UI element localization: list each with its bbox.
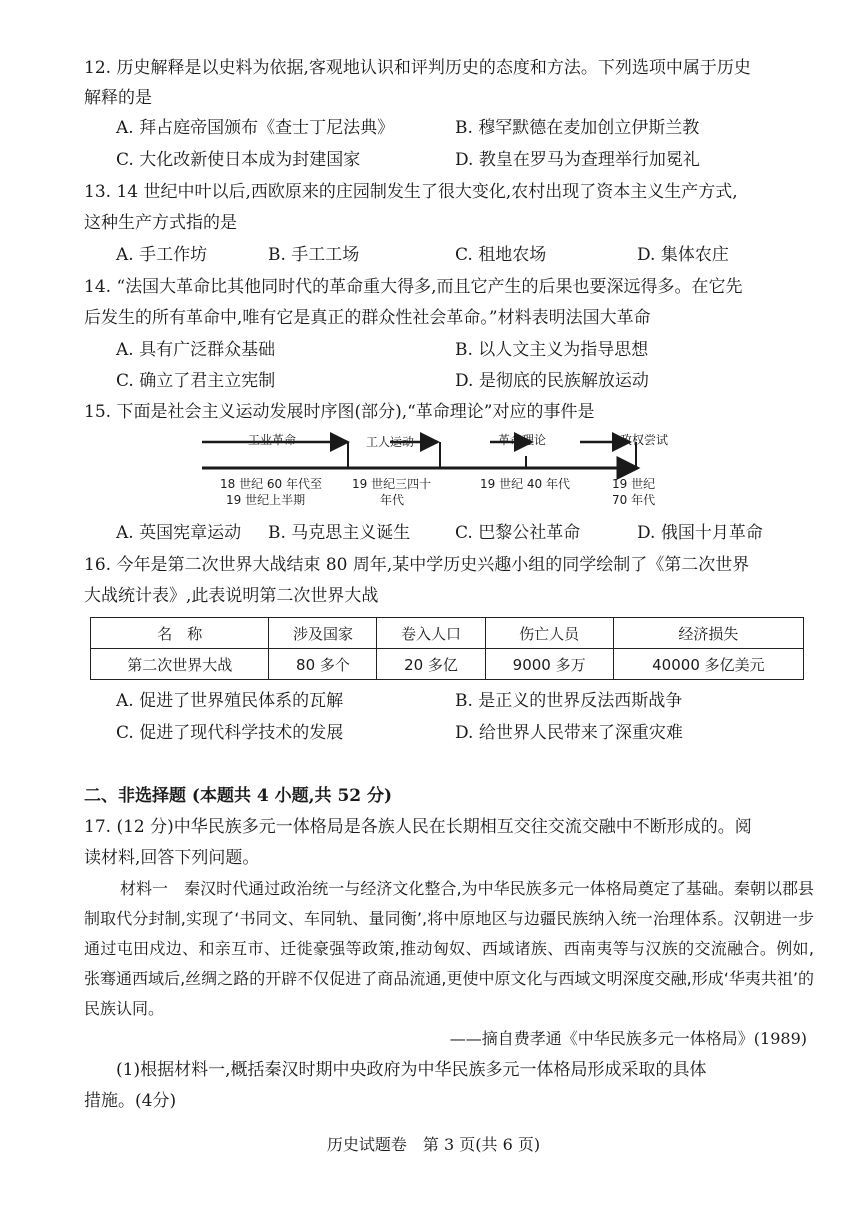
table-cell: 80 多个 bbox=[269, 649, 377, 680]
q13-option-b: B. 手工工场 bbox=[268, 245, 360, 265]
q13-option-c: C. 租地农场 bbox=[455, 245, 547, 265]
table-header-cell: 经济损失 bbox=[613, 618, 803, 649]
q15-option-d: D. 俄国十月革命 bbox=[637, 523, 763, 543]
timeline-period-4-line1: 19 世纪 bbox=[612, 477, 656, 491]
q17-stem-line2: 读材料,回答下列问题。 bbox=[84, 848, 260, 868]
q14-stem-line2: 后发生的所有革命中,唯有它是真正的群众性社会革命。”材料表明法国大革命 bbox=[84, 308, 651, 328]
table-header-cell: 名 称 bbox=[91, 618, 269, 649]
q12-stem-line2: 解释的是 bbox=[84, 88, 152, 108]
q12-option-b: B. 穆罕默德在麦加创立伊斯兰教 bbox=[455, 118, 700, 138]
section-heading: 二、非选择题 (本题共 4 小题,共 52 分) bbox=[84, 786, 393, 806]
table-cell: 9000 多万 bbox=[485, 649, 613, 680]
table-header-cell: 伤亡人员 bbox=[485, 618, 613, 649]
table-header-row bbox=[91, 618, 804, 649]
timeline-period-2-line2: 年代 bbox=[380, 493, 405, 507]
timeline-period-3-line1: 19 世纪 40 年代 bbox=[480, 477, 570, 491]
q17-subquestion-1-line2: 措施。(4分) bbox=[84, 1091, 177, 1111]
q14-option-b: B. 以人文主义为指导思想 bbox=[455, 340, 649, 360]
table-header-cell: 涉及国家 bbox=[269, 618, 377, 649]
q12-option-a: A. 拜占庭帝国颁布《查士丁尼法典》 bbox=[116, 118, 395, 138]
q17-material-source: ——摘自费孝通《中华民族多元一体格局》(1989) bbox=[449, 1029, 807, 1048]
table-row bbox=[91, 649, 804, 680]
socialism-timeline-diagram bbox=[200, 428, 680, 513]
ww2-statistics-table bbox=[90, 617, 804, 680]
timeline-label-revolutionary-theory: 革命理论 bbox=[498, 433, 547, 447]
q17-subquestion-1-line1: (1)根据材料一,概括秦汉时期中央政府为中华民族多元一体格局形成采取的具体 bbox=[116, 1060, 707, 1080]
q14-option-a: A. 具有广泛群众基础 bbox=[116, 340, 276, 360]
q12-stem-line1: 12. 历史解释是以史料为依据,客观地认识和评判历史的态度和方法。下列选项中属于历史 bbox=[84, 58, 751, 78]
q13-stem-line2: 这种生产方式指的是 bbox=[84, 213, 237, 233]
page-footer: 历史试题卷 第 3 页(共 6 页) bbox=[326, 1135, 541, 1154]
q13-option-d: D. 集体农庄 bbox=[637, 245, 729, 265]
timeline-period-1-line1: 18 世纪 60 年代至 bbox=[220, 477, 322, 491]
timeline-period-2-line1: 19 世纪三四十 bbox=[352, 477, 432, 491]
table-cell: 40000 多亿美元 bbox=[613, 649, 803, 680]
q15-stem: 15. 下面是社会主义运动发展时序图(部分),“革命理论”对应的事件是 bbox=[84, 402, 595, 422]
q17-material-1: 材料一 秦汉时代通过政治统一与经济文化整合,为中华民族多元一体格局奠定了基础。秦朝以郡县制取代分封制,实现了‘书同文、车同轨、量同衡’,将中原地区与边疆民族纳入统一治理体系。汉朝进一步通过屯田戍边、和亲互市、迁徙豪强等政策,推动匈奴、西域诸族、西南夷等与汉族的交流融合。例如,张骞通西域后,丝绸之路的开辟不仅促进了商品流通,更使中原文化与西域文明深度交融,形成‘华夷共祖’的民族认同。 bbox=[84, 879, 814, 1018]
timeline-label-regime-attempt: 政权尝试 bbox=[620, 433, 669, 447]
q15-option-a: A. 英国宪章运动 bbox=[116, 523, 242, 543]
q15-option-b: B. 马克思主义诞生 bbox=[268, 523, 411, 543]
timeline-period-1-line2: 19 世纪上半期 bbox=[226, 493, 306, 507]
q13-option-a: A. 手工作坊 bbox=[116, 245, 208, 265]
q15-option-c: C. 巴黎公社革命 bbox=[455, 523, 581, 543]
timeline-label-workers-movement: 工人运动 bbox=[366, 435, 415, 449]
q14-option-c: C. 确立了君主立宪制 bbox=[116, 371, 276, 391]
table-cell: 20 多亿 bbox=[377, 649, 485, 680]
q17-stem-line1: 17. (12 分)中华民族多元一体格局是各族人民在长期相互交往交流交融中不断形成的。阅 bbox=[84, 817, 752, 837]
q12-option-c: C. 大化改新使日本成为封建国家 bbox=[116, 150, 361, 170]
table-cell: 第二次世界大战 bbox=[91, 649, 269, 680]
q12-option-d: D. 教皇在罗马为查理举行加冕礼 bbox=[455, 150, 700, 170]
timeline-period-4-line2: 70 年代 bbox=[612, 493, 656, 507]
q16-stem-line2: 大战统计表》,此表说明第二次世界大战 bbox=[84, 586, 379, 606]
table-header-cell: 卷入人口 bbox=[377, 618, 485, 649]
q16-option-b: B. 是正义的世界反法西斯战争 bbox=[455, 691, 683, 711]
q16-option-a: A. 促进了世界殖民体系的瓦解 bbox=[116, 691, 344, 711]
q13-stem-line1: 13. 14 世纪中叶以后,西欧原来的庄园制发生了很大变化,农村出现了资本主义生产方式, bbox=[84, 182, 738, 202]
q16-option-d: D. 给世界人民带来了深重灾难 bbox=[455, 723, 683, 743]
q14-stem-line1: 14. “法国大革命比其他同时代的革命重大得多,而且它产生的后果也要深远得多。在它先 bbox=[84, 277, 743, 297]
q16-stem-line1: 16. 今年是第二次世界大战结束 80 周年,某中学历史兴趣小组的同学绘制了《第二次世界 bbox=[84, 555, 750, 575]
timeline-label-industrial-revolution: 工业革命 bbox=[248, 433, 297, 447]
q14-option-d: D. 是彻底的民族解放运动 bbox=[455, 371, 649, 391]
q16-option-c: C. 促进了现代科学技术的发展 bbox=[116, 723, 344, 743]
